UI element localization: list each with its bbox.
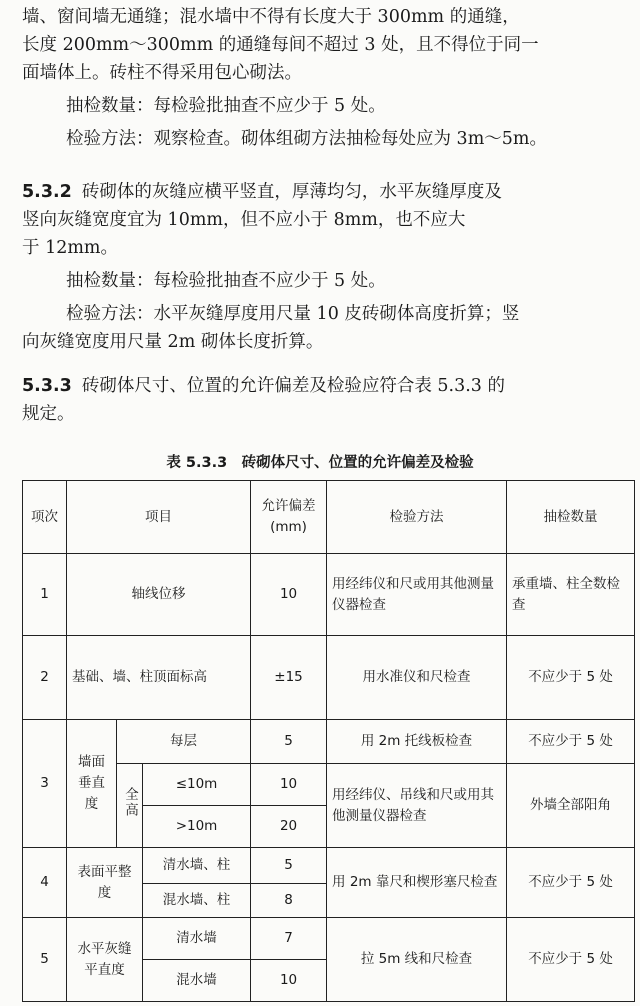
row-method: 用 2m 托线板检查 [327,720,507,764]
section-5-3-3 [22,372,632,428]
row-method: 用 2m 靠尺和楔形塞尺检查 [327,848,507,918]
text-line: 砖砌体尺寸、位置的允许偏差及检验应符合表 5.3.3 的 [81,376,505,396]
row-tolerance: 5 [251,720,327,764]
row-method: 拉 5m 线和尺检查 [327,918,507,1002]
text-line: 于 12mm。 [22,238,119,258]
table-header-row [23,481,635,554]
sample-quantity-text: 抽检数量：每检验批抽查不应少于 5 处。 [66,96,386,116]
row-sample: 承重墙、柱全数检查 [507,554,635,636]
row-no: 5 [23,918,67,1002]
sub-item-full-height: 全高 [117,764,143,848]
row-tolerance: 20 [251,806,327,848]
row-no: 1 [23,554,67,636]
sub-item: 混水墙 [143,960,251,1002]
tolerance-table [22,480,635,1002]
table-caption: 表 5.3.3 砖砌体尺寸、位置的允许偏差及检验 [166,455,474,471]
sub-item: ≤10m [143,764,251,806]
section-5-3-2 [22,178,632,356]
sub-item: 混水墙、柱 [143,884,251,918]
row-tolerance: 8 [251,884,327,918]
text-line: 向灰缝宽度用尺量 2m 砌体长度折算。 [22,332,324,352]
header-tolerance: 允许偏差 (mm) [251,481,327,554]
row-item: 基础、墙、柱顶面标高 [67,636,251,720]
section-number: 5.3.3 [22,376,72,396]
row-method: 用经纬仪和尺或用其他测量仪器检查 [327,554,507,636]
row-tolerance: 10 [251,764,327,806]
header-item: 项目 [67,481,251,554]
text-line: 墙、窗间墙无通缝；混水墙中不得有长度大于 300mm 的通缝， [22,7,520,27]
text-line: 面墙体上。砖柱不得采用包心砌法。 [22,63,302,83]
row-item: 水平灰缝平直度 [67,918,143,1002]
table-row [23,918,635,960]
row-no: 2 [23,636,67,720]
row-no: 4 [23,848,67,918]
inspection-method-text: 检验方法：水平灰缝厚度用尺量 10 皮砖砌体高度折算；竖 [66,304,520,324]
header-no: 项次 [23,481,67,554]
text-line: 规定。 [22,404,75,424]
row-no: 3 [23,720,67,848]
header-sample: 抽检数量 [507,481,635,554]
row-tolerance: 10 [251,960,327,1002]
table-row [23,848,635,884]
row-sample: 外墙全部阳角 [507,764,635,848]
paragraph-walls [22,3,632,153]
sub-item: 清水墙 [143,918,251,960]
sub-item: 清水墙、柱 [143,848,251,884]
row-method: 用水准仪和尺检查 [327,636,507,720]
row-item: 墙面垂直度 [67,720,117,848]
text-line: 竖向灰缝宽度宜为 10mm，但不应小于 8mm，也不应大 [22,210,466,230]
row-tolerance: 5 [251,848,327,884]
text-line: 长度 200mm～300mm 的通缝每间不超过 3 处，且不得位于同一 [22,35,539,55]
row-tolerance: 10 [251,554,327,636]
row-method: 用经纬仪、吊线和尺或用其他测量仪器检查 [327,764,507,848]
row-tolerance: 7 [251,918,327,960]
row-sample: 不应少于 5 处 [507,918,635,1002]
sub-item: 每层 [117,720,251,764]
table-row [23,636,635,720]
row-item: 轴线位移 [67,554,251,636]
text-line: 砖砌体的灰缝应横平竖直，厚薄均匀，水平灰缝厚度及 [81,182,502,202]
row-tolerance: ±15 [251,636,327,720]
row-sample: 不应少于 5 处 [507,636,635,720]
table-row [23,554,635,636]
table-row [23,720,635,764]
sub-item: >10m [143,806,251,848]
inspection-method-text: 检验方法：观察检查。砌体组砌方法抽检每处应为 3m～5m。 [66,129,548,149]
row-sample: 不应少于 5 处 [507,720,635,764]
header-method: 检验方法 [327,481,507,554]
row-sample: 不应少于 5 处 [507,848,635,918]
section-number: 5.3.2 [22,182,72,202]
sample-quantity-text: 抽检数量：每检验批抽查不应少于 5 处。 [66,271,386,291]
row-item: 表面平整度 [67,848,143,918]
